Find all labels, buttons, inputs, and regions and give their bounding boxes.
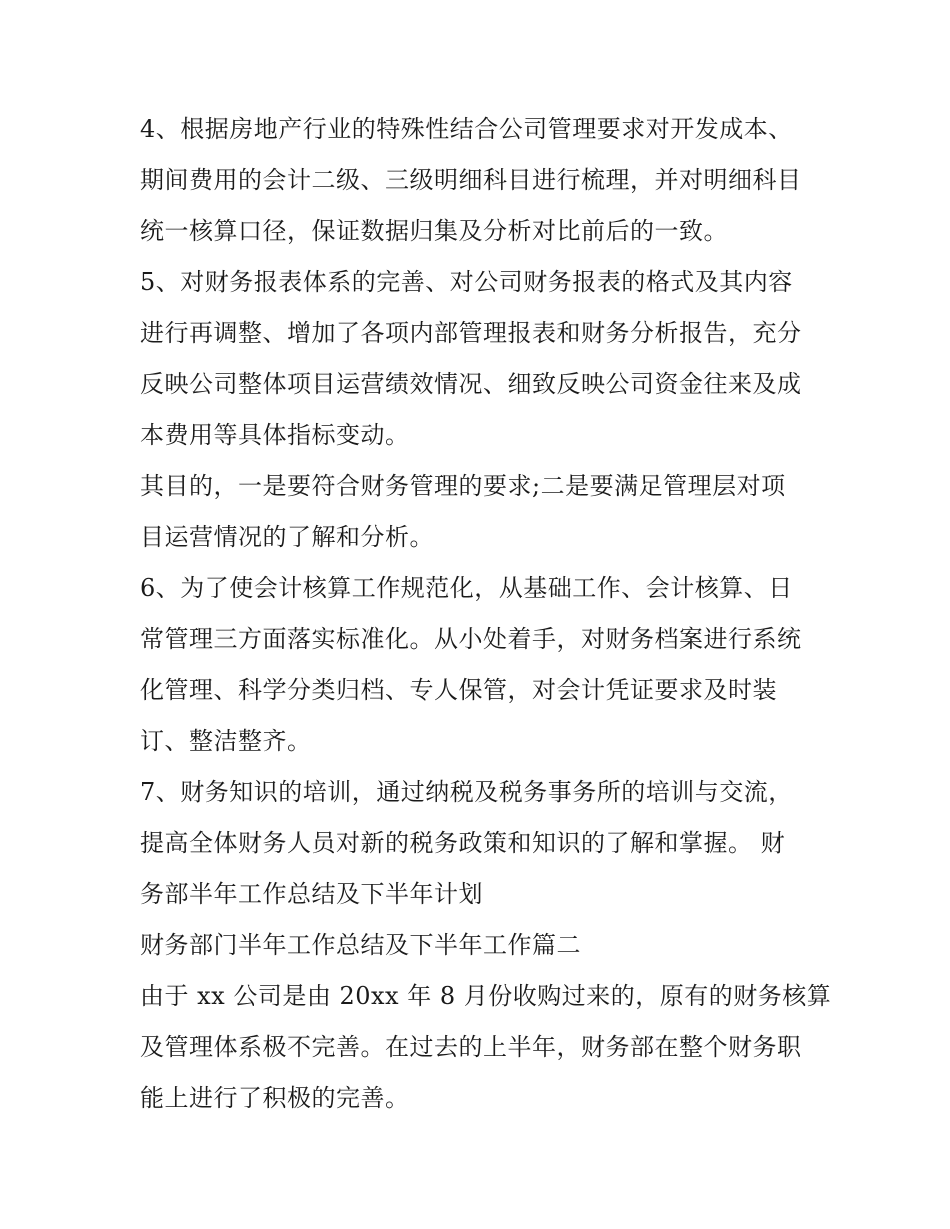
text-line: 及管理体系极不完善。在过去的上半年，财务部在整个财务职 [140,1033,802,1061]
text-line: 能上进行了积极的完善。 [140,1084,410,1112]
text-line: 目运营情况的了解和分析。 [140,523,434,551]
section-heading: 财务部门半年工作总结及下半年工作篇二 [140,931,581,959]
text-line: 务部半年工作总结及下半年计划 [140,880,483,908]
text-line: 5、对财务报表体系的完善、对公司财务报表的格式及其内容 [140,268,793,296]
text-line: 常管理三方面落实标准化。从小处着手，对财务档案进行系统 [140,625,802,653]
text-line: 反映公司整体项目运营绩效情况、细致反映公司资金往来及成 [140,370,802,398]
text-line: 订、整洁整齐。 [140,727,312,755]
text-line: 由于 xx 公司是由 20xx 年 8 月份收购过来的，原有的财务核算 [140,982,832,1010]
text-line: 4、根据房地产行业的特殊性结合公司管理要求对开发成本、 [140,115,793,143]
text-line: 6、为了使会计核算工作规范化，从基础工作、会计核算、日 [140,574,793,602]
text-line: 7、财务知识的培训，通过纳税及税务事务所的培训与交流， [140,778,793,806]
text-line: 提高全体财务人员对新的税务政策和知识的了解和掌握。 财 [140,829,786,857]
text-line: 其目的，一是要符合财务管理的要求;二是要满足管理层对项 [140,472,786,500]
text-line: 统一核算口径，保证数据归集及分析对比前后的一致。 [140,217,728,245]
text-line: 本费用等具体指标变动。 [140,421,410,449]
text-line: 进行再调整、增加了各项内部管理报表和财务分析报告，充分 [140,319,802,347]
text-line: 化管理、科学分类归档、专人保管，对会计凭证要求及时装 [140,676,777,704]
document-body [140,104,832,1124]
text-line: 期间费用的会计二级、三级明细科目进行梳理，并对明细科目 [140,166,802,194]
